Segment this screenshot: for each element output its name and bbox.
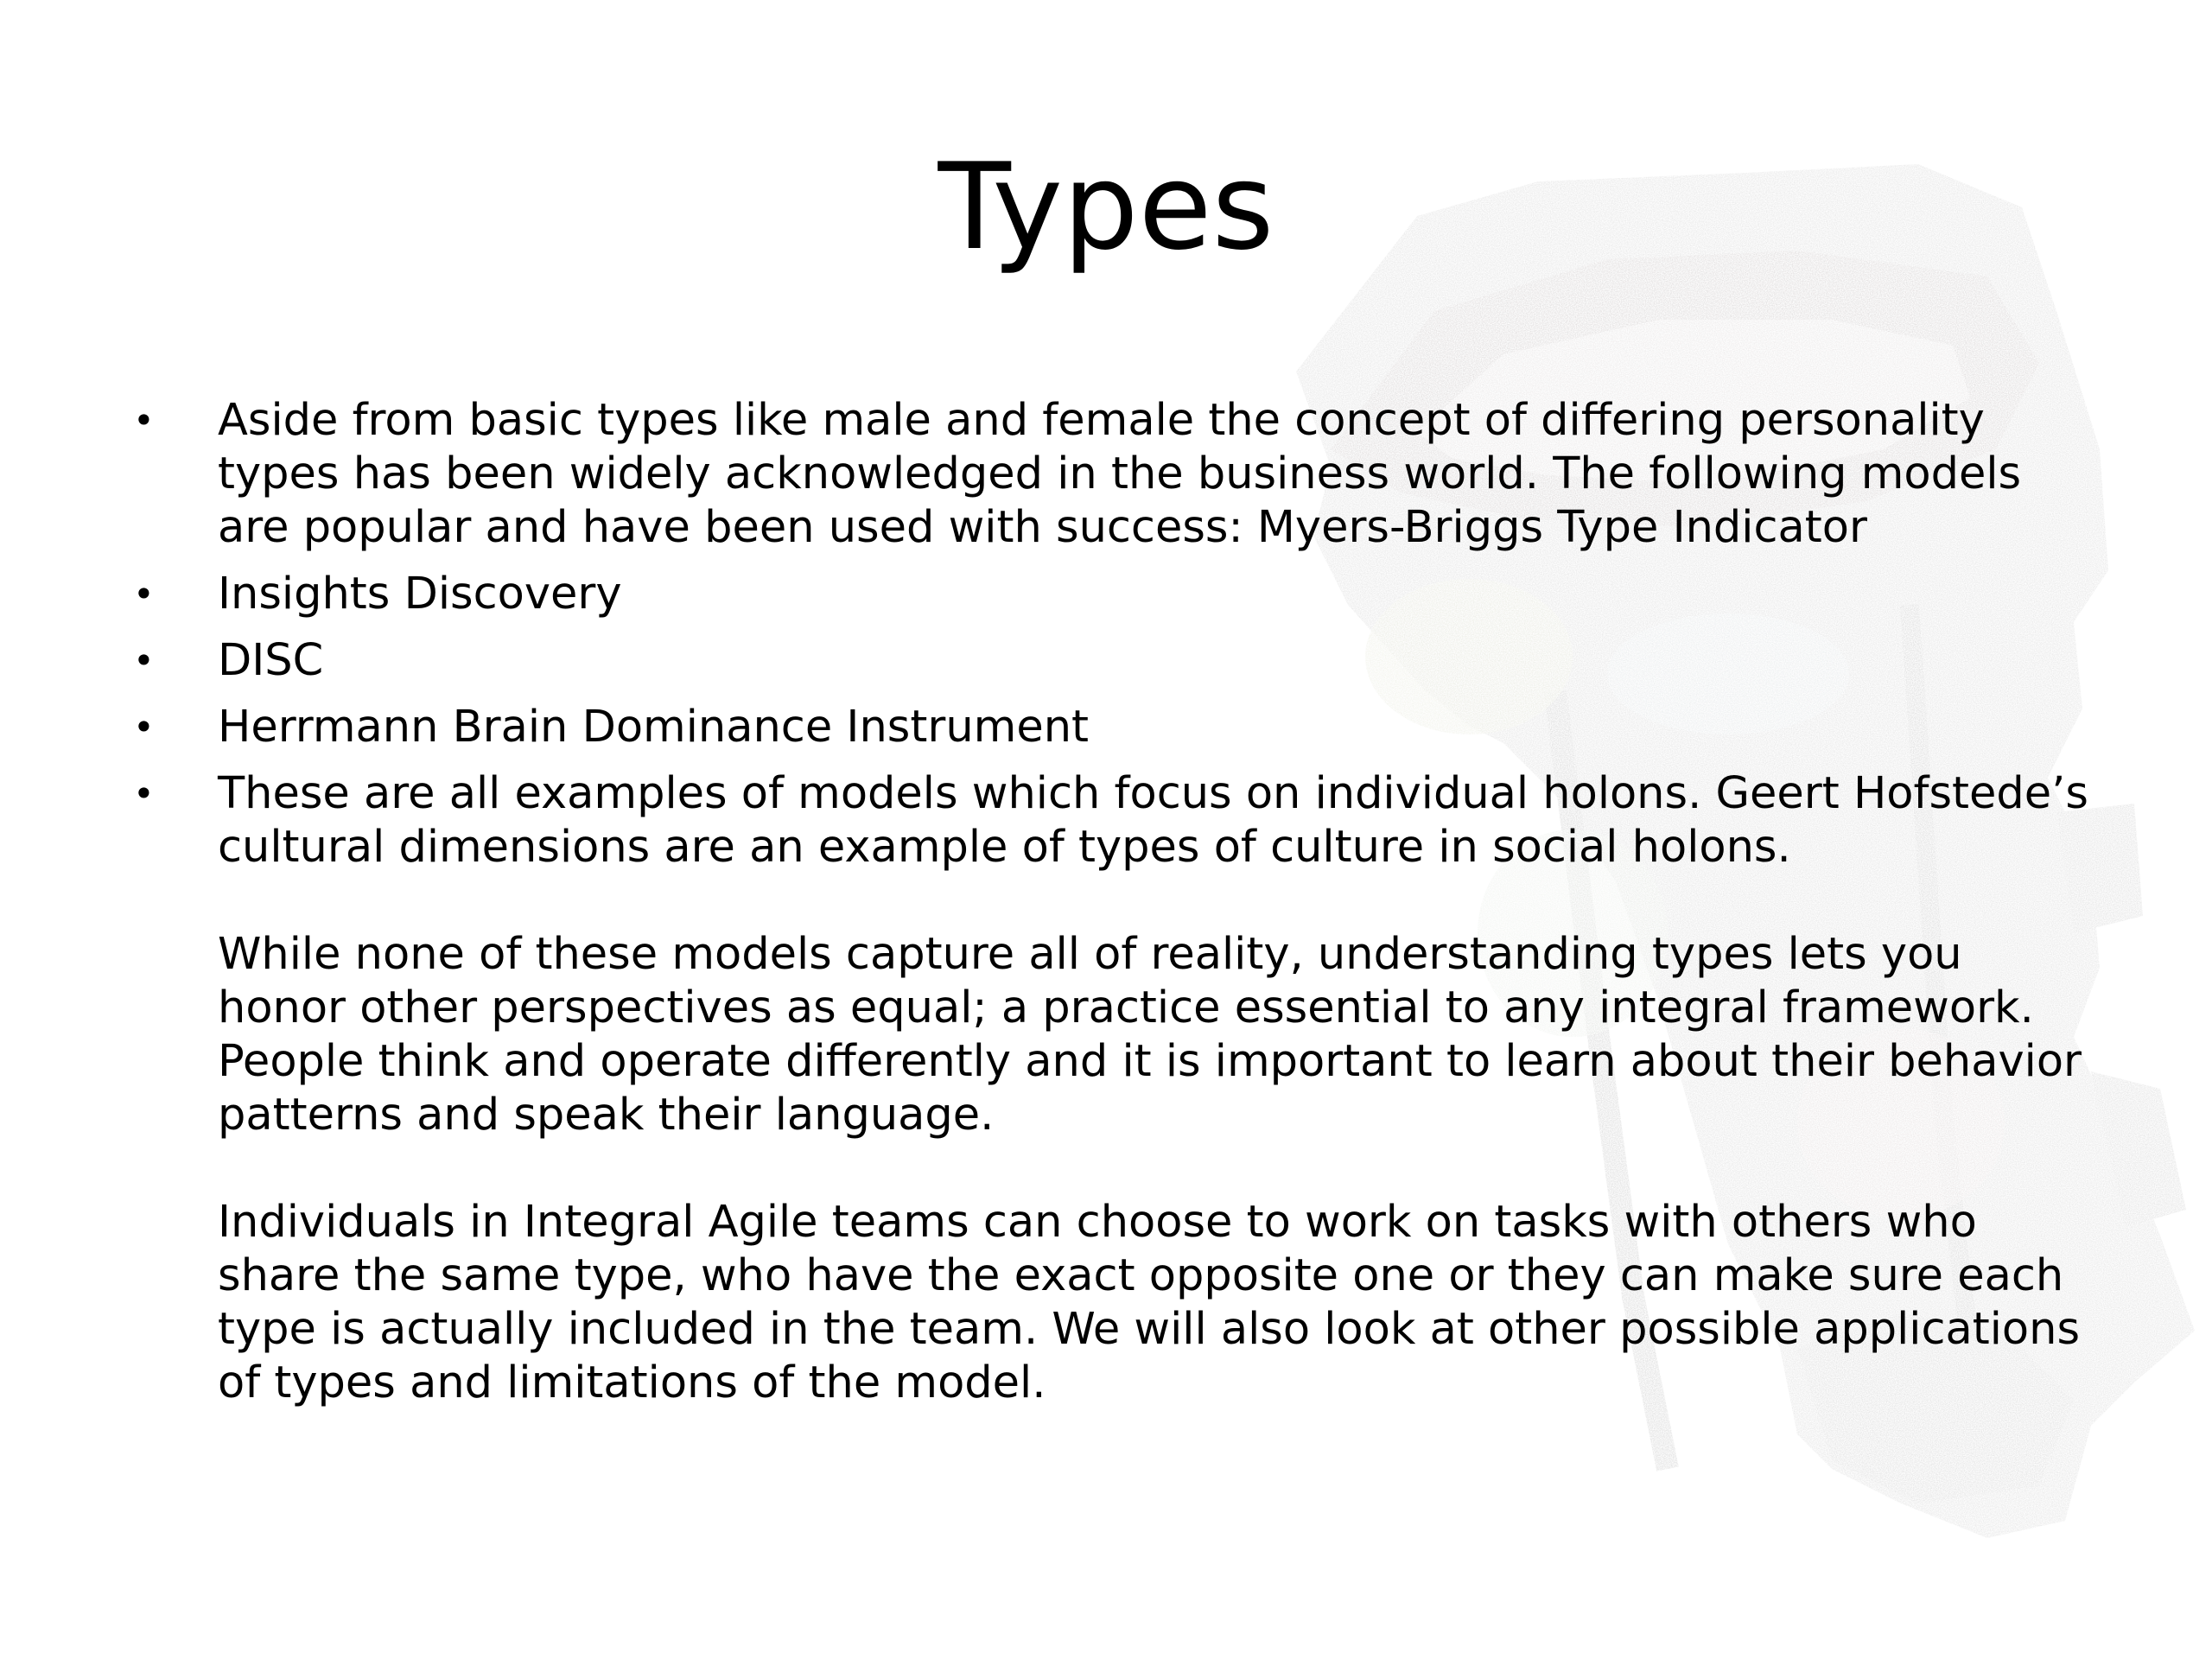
- bullet-text: These are all examples of models which focus on individual holons. Geert Hofstede’s cultural dimensions are an example of types of culture in social holons.: [218, 768, 2088, 873]
- bullet-item: [130, 701, 2100, 754]
- bullet-text: While none of these models capture all of reality, understanding types lets you honor other perspectives as equal; a practice essential to any integral framework. People think and operate differently and it is important to learn about their behavior patterns and speak their language.: [218, 929, 2082, 1141]
- bullet-item: [130, 767, 2100, 1410]
- bullet-glyph: •: [133, 573, 155, 615]
- bullet-glyph: •: [133, 772, 155, 815]
- bullet-glyph: •: [133, 706, 155, 748]
- bullet-item: [130, 568, 2100, 621]
- bullet-item: [130, 634, 2100, 688]
- bullet-text: DISC: [218, 635, 324, 686]
- bullet-text: Herrmann Brain Dominance Instrument: [218, 702, 1090, 753]
- bullet-glyph: •: [133, 639, 155, 682]
- bullet-item: [130, 394, 2100, 555]
- bullet-text: Individuals in Integral Agile teams can choose to work on tasks with others who share the same type, who have the exact opposite one or they can make sure each type is actually included in the team. We will also look at other possible applications of types and limitations of the model.: [218, 1197, 2081, 1408]
- bullet-text: Aside from basic types like male and female the concept of differing personality types has been widely acknowledged in the business world. The following models are popular and have been used with success: Myers-Briggs Type Indicator: [218, 395, 2022, 553]
- bullet-list: [130, 394, 2100, 1423]
- slide-title: Types: [938, 137, 1274, 276]
- bullet-text: Insights Discovery: [218, 569, 622, 620]
- bullet-glyph: •: [133, 399, 155, 442]
